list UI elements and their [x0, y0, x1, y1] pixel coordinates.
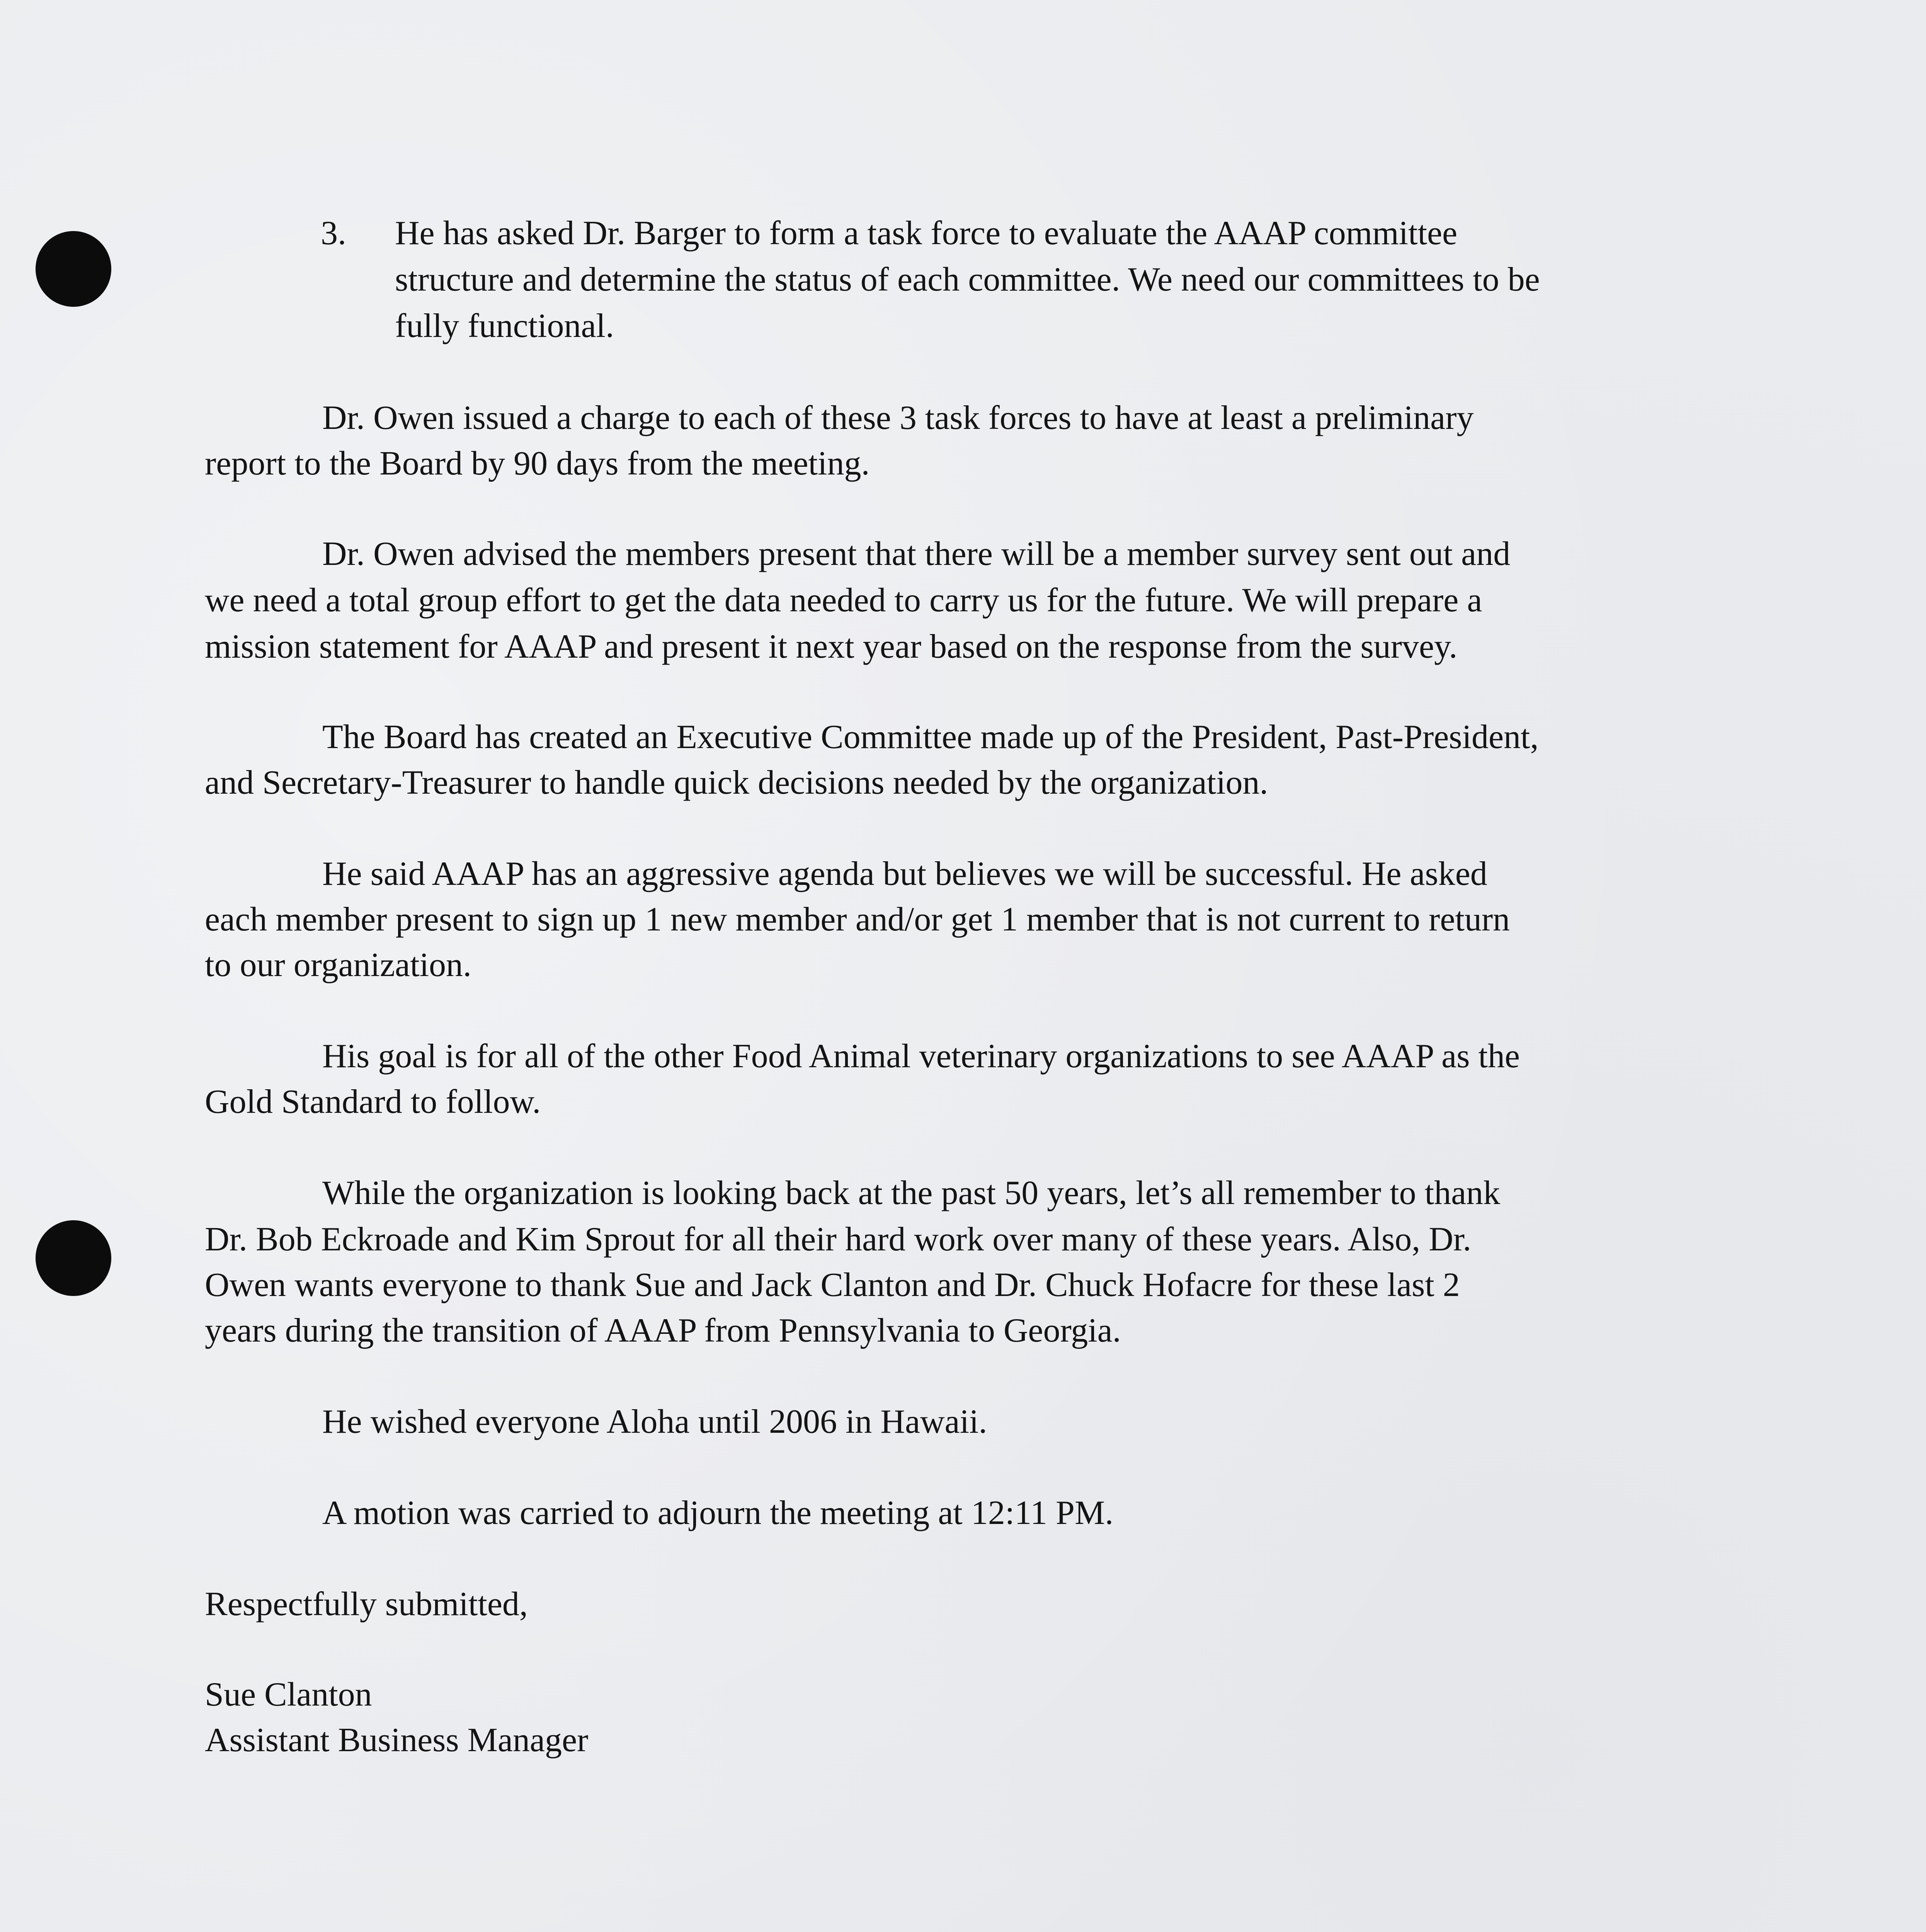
paragraph-line: While the organization is looking back at the past 50 years, let’s all remember to thank	[322, 1174, 1501, 1212]
paragraph-line: Owen wants everyone to thank Sue and Jack Clanton and Dr. Chuck Hofacre for these last 2	[205, 1266, 1460, 1304]
paragraph-line: A motion was carried to adjourn the meeting at 12:11 PM.	[322, 1494, 1114, 1532]
paragraph-line: He wished everyone Aloha until 2006 in Hawaii.	[322, 1403, 987, 1440]
punch-hole	[36, 1220, 111, 1296]
signature-title: Assistant Business Manager	[205, 1721, 589, 1759]
paragraph-line: Dr. Owen issued a charge to each of these 3 task forces to have at least a preliminary	[322, 399, 1474, 437]
paragraph-line: Dr. Owen advised the members present that there will be a member survey sent out and	[322, 535, 1511, 573]
paragraph-line: and Secretary-Treasurer to handle quick decisions needed by the organization.	[205, 764, 1268, 801]
paragraph-line: His goal is for all of the other Food Animal veterinary organizations to see AAAP as the	[322, 1037, 1520, 1075]
paragraph-line: Dr. Bob Eckroade and Kim Sprout for all their hard work over many of these years. Also, Dr.	[205, 1221, 1472, 1258]
list-item-line: He has asked Dr. Barger to form a task force to evaluate the AAAP committee	[395, 214, 1458, 252]
closing-text: Respectfully submitted,	[205, 1585, 528, 1623]
list-item-line: structure and determine the status of each committee. We need our committees to be	[395, 261, 1540, 298]
paragraph-line: report to the Board by 90 days from the meeting.	[205, 445, 870, 482]
paragraph-line: mission statement for AAAP and present it next year based on the response from the survey.	[205, 628, 1458, 665]
paragraph-line: Gold Standard to follow.	[205, 1083, 541, 1121]
paragraph-line: each member present to sign up 1 new member and/or get 1 member that is not current to return	[205, 901, 1510, 938]
paragraph-line: The Board has created an Executive Committee made up of the President, Past-President,	[322, 718, 1539, 756]
signature-name: Sue Clanton	[205, 1676, 372, 1713]
punch-hole	[36, 231, 111, 307]
list-item-line: fully functional.	[395, 307, 614, 345]
paragraph-line: years during the transition of AAAP from Pennsylvania to Georgia.	[205, 1312, 1121, 1349]
list-item-number: 3.	[321, 214, 346, 252]
paragraph-line: to our organization.	[205, 946, 471, 984]
paragraph-line: we need a total group effort to get the data needed to carry us for the future. We will prepare a	[205, 582, 1482, 619]
paragraph-line: He said AAAP has an aggressive agenda but believes we will be successful. He asked	[322, 855, 1487, 893]
